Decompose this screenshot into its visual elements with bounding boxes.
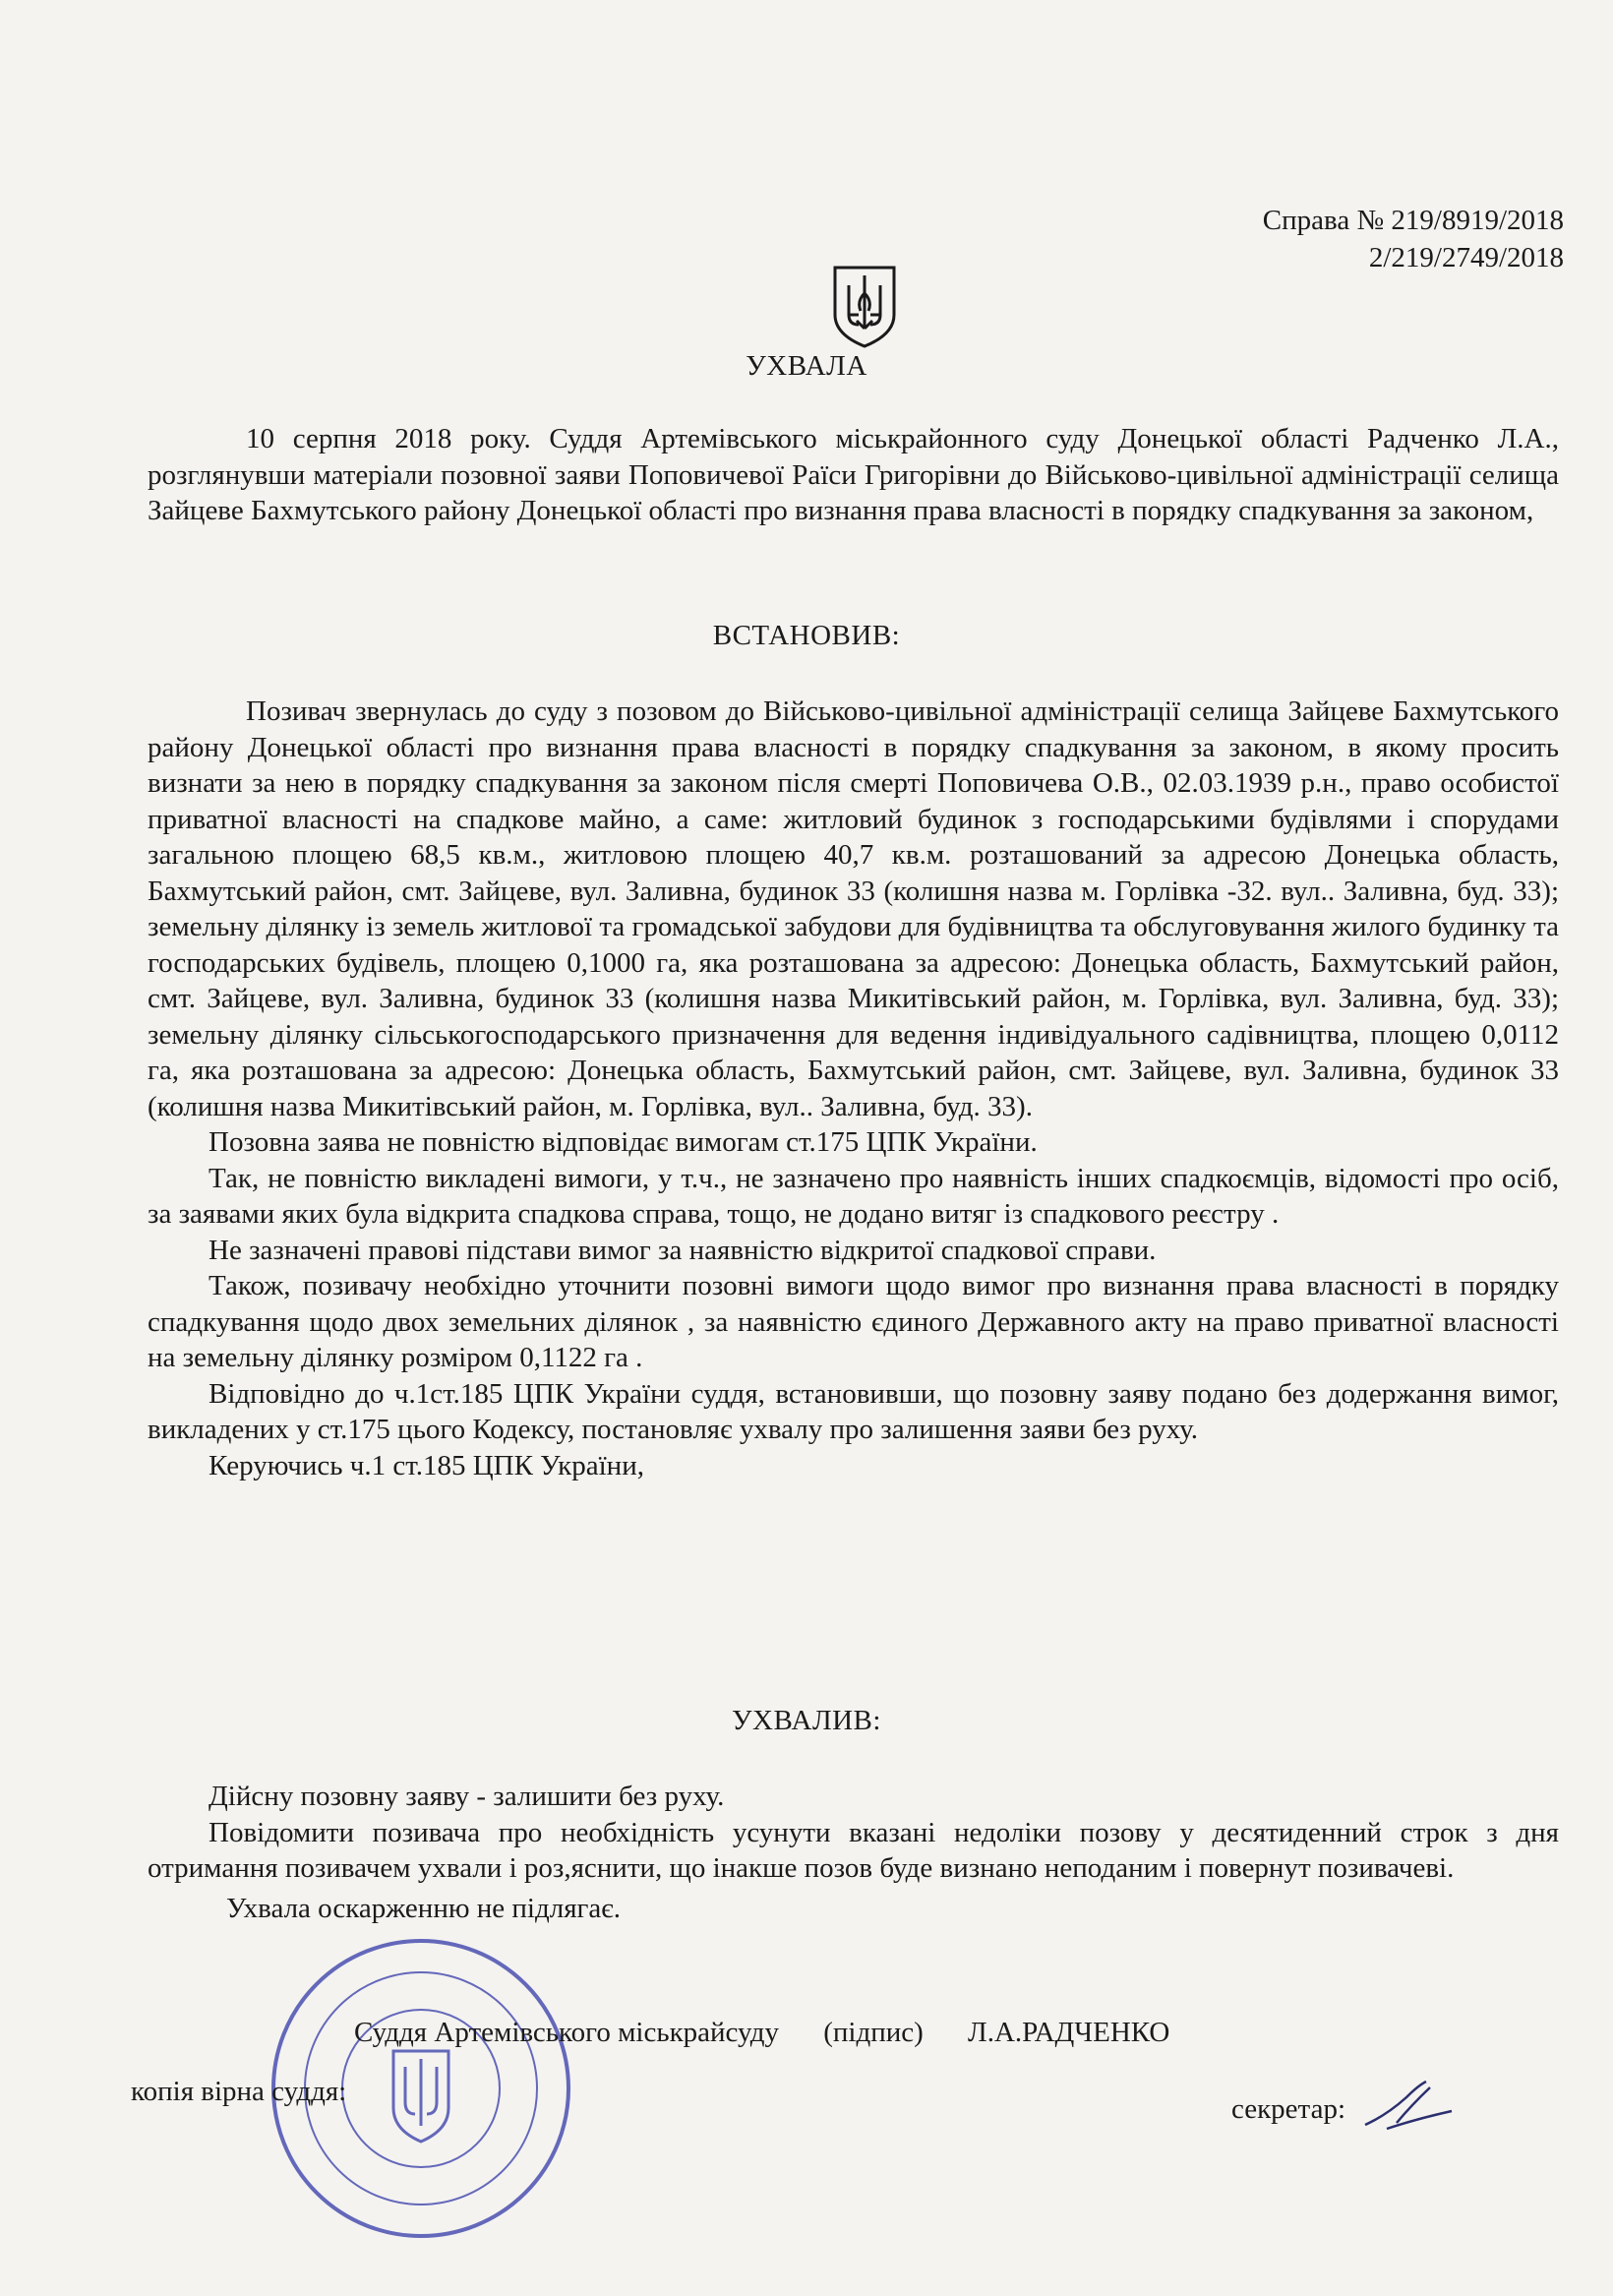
secretary-label: секретар: bbox=[1231, 2093, 1346, 2125]
coat-of-arms-icon bbox=[831, 264, 898, 348]
section-established-heading: ВСТАНОВИВ: bbox=[712, 620, 901, 651]
document-title: УХВАЛА bbox=[746, 350, 867, 382]
ruling-item-3: Ухвала оскарженню не підлягає. bbox=[226, 1892, 622, 1924]
paragraph-noncompliance: Позовна заява не повністю відповідає вимогам ст.175 ЦПК України. bbox=[209, 1126, 1038, 1158]
copy-certified-label: копія вірна суддя: bbox=[131, 2076, 347, 2107]
judge-signature-line bbox=[354, 2017, 1207, 2049]
established-section bbox=[148, 694, 1559, 1483]
ruling-item-2: Повідомити позивача про необхідність усунути вказані недоліки позову у десятиденний строк з дня отримання позивачем ухвали і роз,яснити, що інакше позов буде визнано неподаним і повернут позивачеві. bbox=[148, 1816, 1559, 1884]
intro-paragraph bbox=[148, 421, 1559, 529]
paragraph-according: Відповідно до ч.1ст.185 ЦПК України суддя, встановивши, що позовну заяву подано без додержання вимог, викладених у ст.175 цього Кодексу, постановляє ухвалу про залишення заяви без руху. bbox=[148, 1377, 1559, 1445]
judge-role: Суддя Артемівського міськрайсуду bbox=[354, 2017, 779, 2048]
handwritten-signature bbox=[1357, 2076, 1456, 2135]
intro-text: 10 серпня 2018 року. Суддя Артемівського міськрайонного суду Донецької області Радченко Л.А., розглянувши матеріали позовної заяви Поповичевої Раїси Григорівни до Військово-цивільної адміністрації селища Зайцеве Бахмутського району Донецької області про визнання права власності в порядку спадкування за законом, bbox=[148, 423, 1559, 526]
ruling-section bbox=[148, 1779, 1559, 1926]
paragraph-clarify: Також, позивачу необхідно уточнити позовні вимоги щодо вимог про визнання права власності в порядку спадкування щодо двох земельних ділянок , за наявністю єдиного Державного акту на право приватної власності на земельну ділянку розміром 0,1122 га . bbox=[148, 1270, 1559, 1373]
paragraph-legal-grounds: Не зазначені правові підстави вимог за наявністю відкритої спадкової справи. bbox=[209, 1234, 1157, 1266]
case-number-line-1: Справа № 219/8919/2018 bbox=[1262, 205, 1564, 236]
paragraph-claim: Позивач звернулась до суду з позовом до Військово-цивільної адміністрації селища Зайцеве Бахмутського району Донецької області про визнання права власності в порядку спадкування за законом, в якому просить визнати за нею в порядку спадкування за законом після смерті Поповичева О.В., 02.03.1939 р.н., право особистої приватної власності на спадкове майно, а саме: житловий будинок з господарськими будівлями і спорудами загальною площею 68,5 кв.м., житловою площею 40,7 кв.м. розташований за адресою Донецька область, Бахмутський район, смт. Зайцеве, вул. Заливна, будинок 33 (колишня назва м. Горлівка -32. вул.. Заливна, буд. 33); земельну ділянку із земель житлової та громадської забудови для будівництва та обслуговування жилого будинку та господарських будівель, площею 0,1000 га, яка розташована за адресою: Донецька область, Бахмутський район, смт. Зайцеве, вул. Заливна, будинок 33 (колишня назва Микитівський район, м. Горлівка, вул. Заливна, буд. 33); земельну ділянку сільськогосподарського призначення для ведення індивідуального садівництва, площею 0,0112 га, яка розташована за адресою: Донецька область, Бахмутський район, смт. Зайцеве, вул. Заливна, будинок 33 (колишня назва Микитівський район, м. Горлівка, вул.. Заливна, буд. 33). bbox=[148, 695, 1559, 1122]
paragraph-deficiencies: Так, не повністю викладені вимоги, у т.ч., не зазначено про наявність інших спадкоємців, відомості про осіб, за заявами яких була відкрита спадкова справа, тощо, не додано витяг із спадкового реєстру . bbox=[148, 1162, 1559, 1230]
case-number bbox=[1263, 202, 1564, 276]
paragraph-guided-by: Керуючись ч.1 ст.185 ЦПК України, bbox=[209, 1449, 644, 1481]
ruling-item-1: Дійсну позовну заяву - залишити без руху. bbox=[209, 1781, 725, 1812]
section-ruled-heading: УХВАЛИВ: bbox=[732, 1705, 881, 1736]
case-number-line-2: 2/219/2749/2018 bbox=[1368, 242, 1564, 273]
judge-name: Л.А.РАДЧЕНКО bbox=[968, 2017, 1170, 2048]
signature-note: (підпис) bbox=[823, 2017, 924, 2048]
